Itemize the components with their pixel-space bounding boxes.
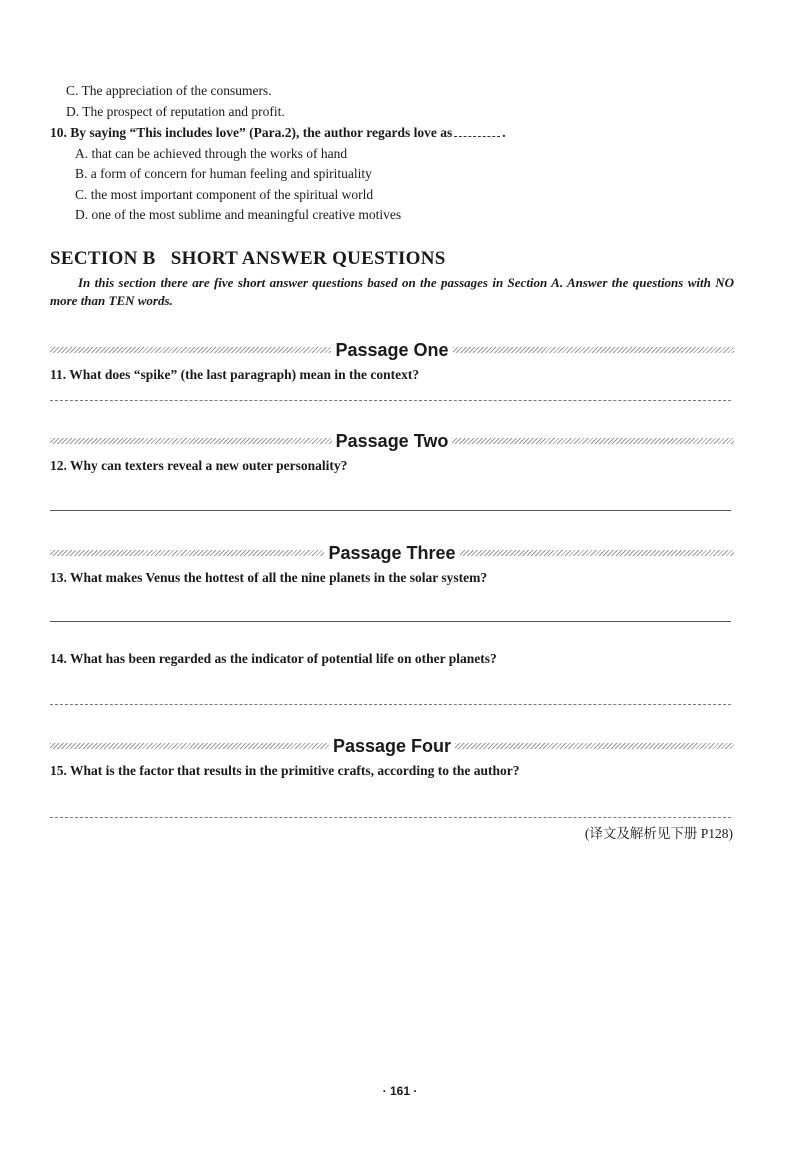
banner-hatch-left xyxy=(50,743,329,749)
banner-hatch-right xyxy=(460,550,734,556)
q10-option-b: B. a form of concern for human feeling and spirituality xyxy=(75,166,372,181)
banner-hatch-right xyxy=(452,438,734,444)
q10-option-d: D. one of the most sublime and meaningful creative motives xyxy=(75,207,402,222)
answer-line-15[interactable] xyxy=(50,817,731,818)
q10-option-c: C. the most important component of the spiritual world xyxy=(75,187,374,202)
banner-hatch-left xyxy=(50,550,324,556)
answer-line-13[interactable] xyxy=(50,621,731,622)
banner-hatch-left xyxy=(50,438,332,444)
q9-option-c: C. The appreciation of the consumers. xyxy=(66,83,272,98)
answer-line-12[interactable] xyxy=(50,510,731,511)
question-11: 11. What does “spike” (the last paragraph) mean in the context? xyxy=(50,367,420,382)
reference-note: (译文及解析见下册 P128) xyxy=(584,826,733,841)
q10-stem-end: . xyxy=(502,125,506,140)
section-b-title: SECTION B SHORT ANSWER QUESTIONS xyxy=(50,248,446,269)
banner-hatch-right xyxy=(453,347,734,353)
answer-line-11[interactable] xyxy=(50,400,731,401)
passage-three-banner xyxy=(50,541,734,565)
passage-three-title: Passage Three xyxy=(328,542,456,563)
passage-four-title: Passage Four xyxy=(332,735,452,756)
page-number: · 161 · xyxy=(382,1084,418,1098)
q10-stem-text: 10. By saying “This includes love” (Para.2), the author regards love as xyxy=(50,125,453,140)
question-12: 12. Why can texters reveal a new outer personality? xyxy=(50,458,348,473)
q10-option-a: A. that can be achieved through the works of hand xyxy=(75,146,348,161)
answer-line-14[interactable] xyxy=(50,704,731,705)
passage-four-banner xyxy=(50,734,734,758)
q9-option-d: D. The prospect of reputation and profit. xyxy=(66,104,285,119)
question-14: 14. What has been regarded as the indicator of potential life on other planets? xyxy=(50,651,497,666)
section-b-instructions: In this section there are five short answer questions based on the passages in Section A. Answer the questions with NO more than TEN words. xyxy=(50,275,734,308)
passage-one-banner xyxy=(50,338,734,362)
banner-hatch-right xyxy=(455,743,734,749)
banner-hatch-left xyxy=(50,347,331,353)
passage-two-title: Passage Two xyxy=(335,430,449,451)
question-13: 13. What makes Venus the hottest of all the nine planets in the solar system? xyxy=(50,570,488,585)
q10-blank xyxy=(454,124,500,137)
question-15: 15. What is the factor that results in the primitive crafts, according to the author? xyxy=(50,763,520,778)
q10-stem xyxy=(50,124,506,142)
passage-two-banner xyxy=(50,429,734,453)
passage-one-title: Passage One xyxy=(335,339,449,360)
